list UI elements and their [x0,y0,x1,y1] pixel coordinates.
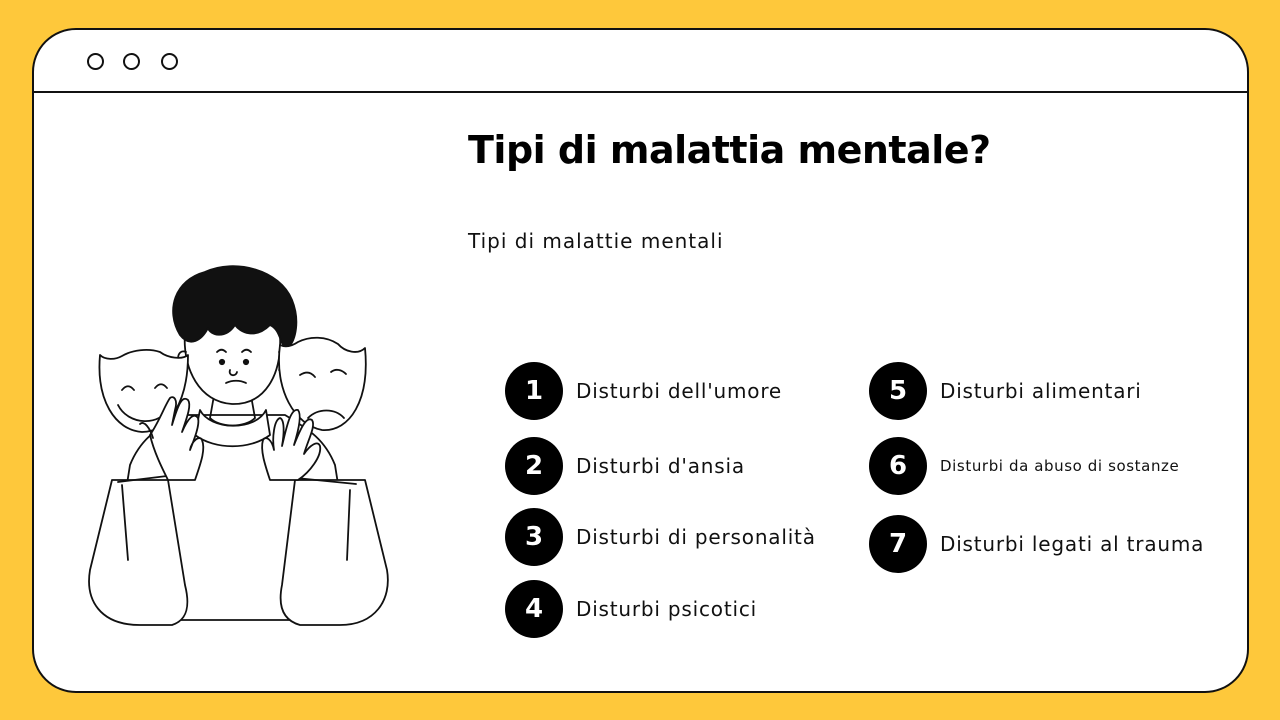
number-badge: 7 [869,515,927,573]
slide-subtitle: Tipi di malattie mentali [468,229,724,253]
list-item-label: Disturbi di personalità [576,525,816,549]
window-dot-icon[interactable] [161,53,178,70]
list-item-label: Disturbi psicotici [576,597,757,621]
list-item [869,437,1179,495]
number-badge: 3 [505,508,563,566]
list-item [505,362,782,420]
number-badge: 6 [869,437,927,495]
list-item-label: Disturbi da abuso di sostanze [940,457,1180,475]
number-badge: 1 [505,362,563,420]
list-item [505,580,757,638]
number-badge: 2 [505,437,563,495]
list-item-label: Disturbi d'ansia [576,454,745,478]
number-badge: 4 [505,580,563,638]
window-dot-icon[interactable] [123,53,140,70]
window-dot-icon[interactable] [87,53,104,70]
list-item-label: Disturbi alimentari [940,379,1142,403]
window-titlebar [34,30,1247,93]
list-item-label: Disturbi legati al trauma [940,532,1205,556]
right-sleeve-shape [281,480,388,625]
number-badge: 5 [869,362,927,420]
list-item [869,362,1142,420]
person-holding-masks-illustration [60,240,400,635]
list-item-label: Disturbi dell'umore [576,379,783,403]
slide-title: Tipi di malattia mentale? [468,128,991,172]
list-item [869,515,1204,573]
list-item [505,437,745,495]
list-item [505,508,816,566]
